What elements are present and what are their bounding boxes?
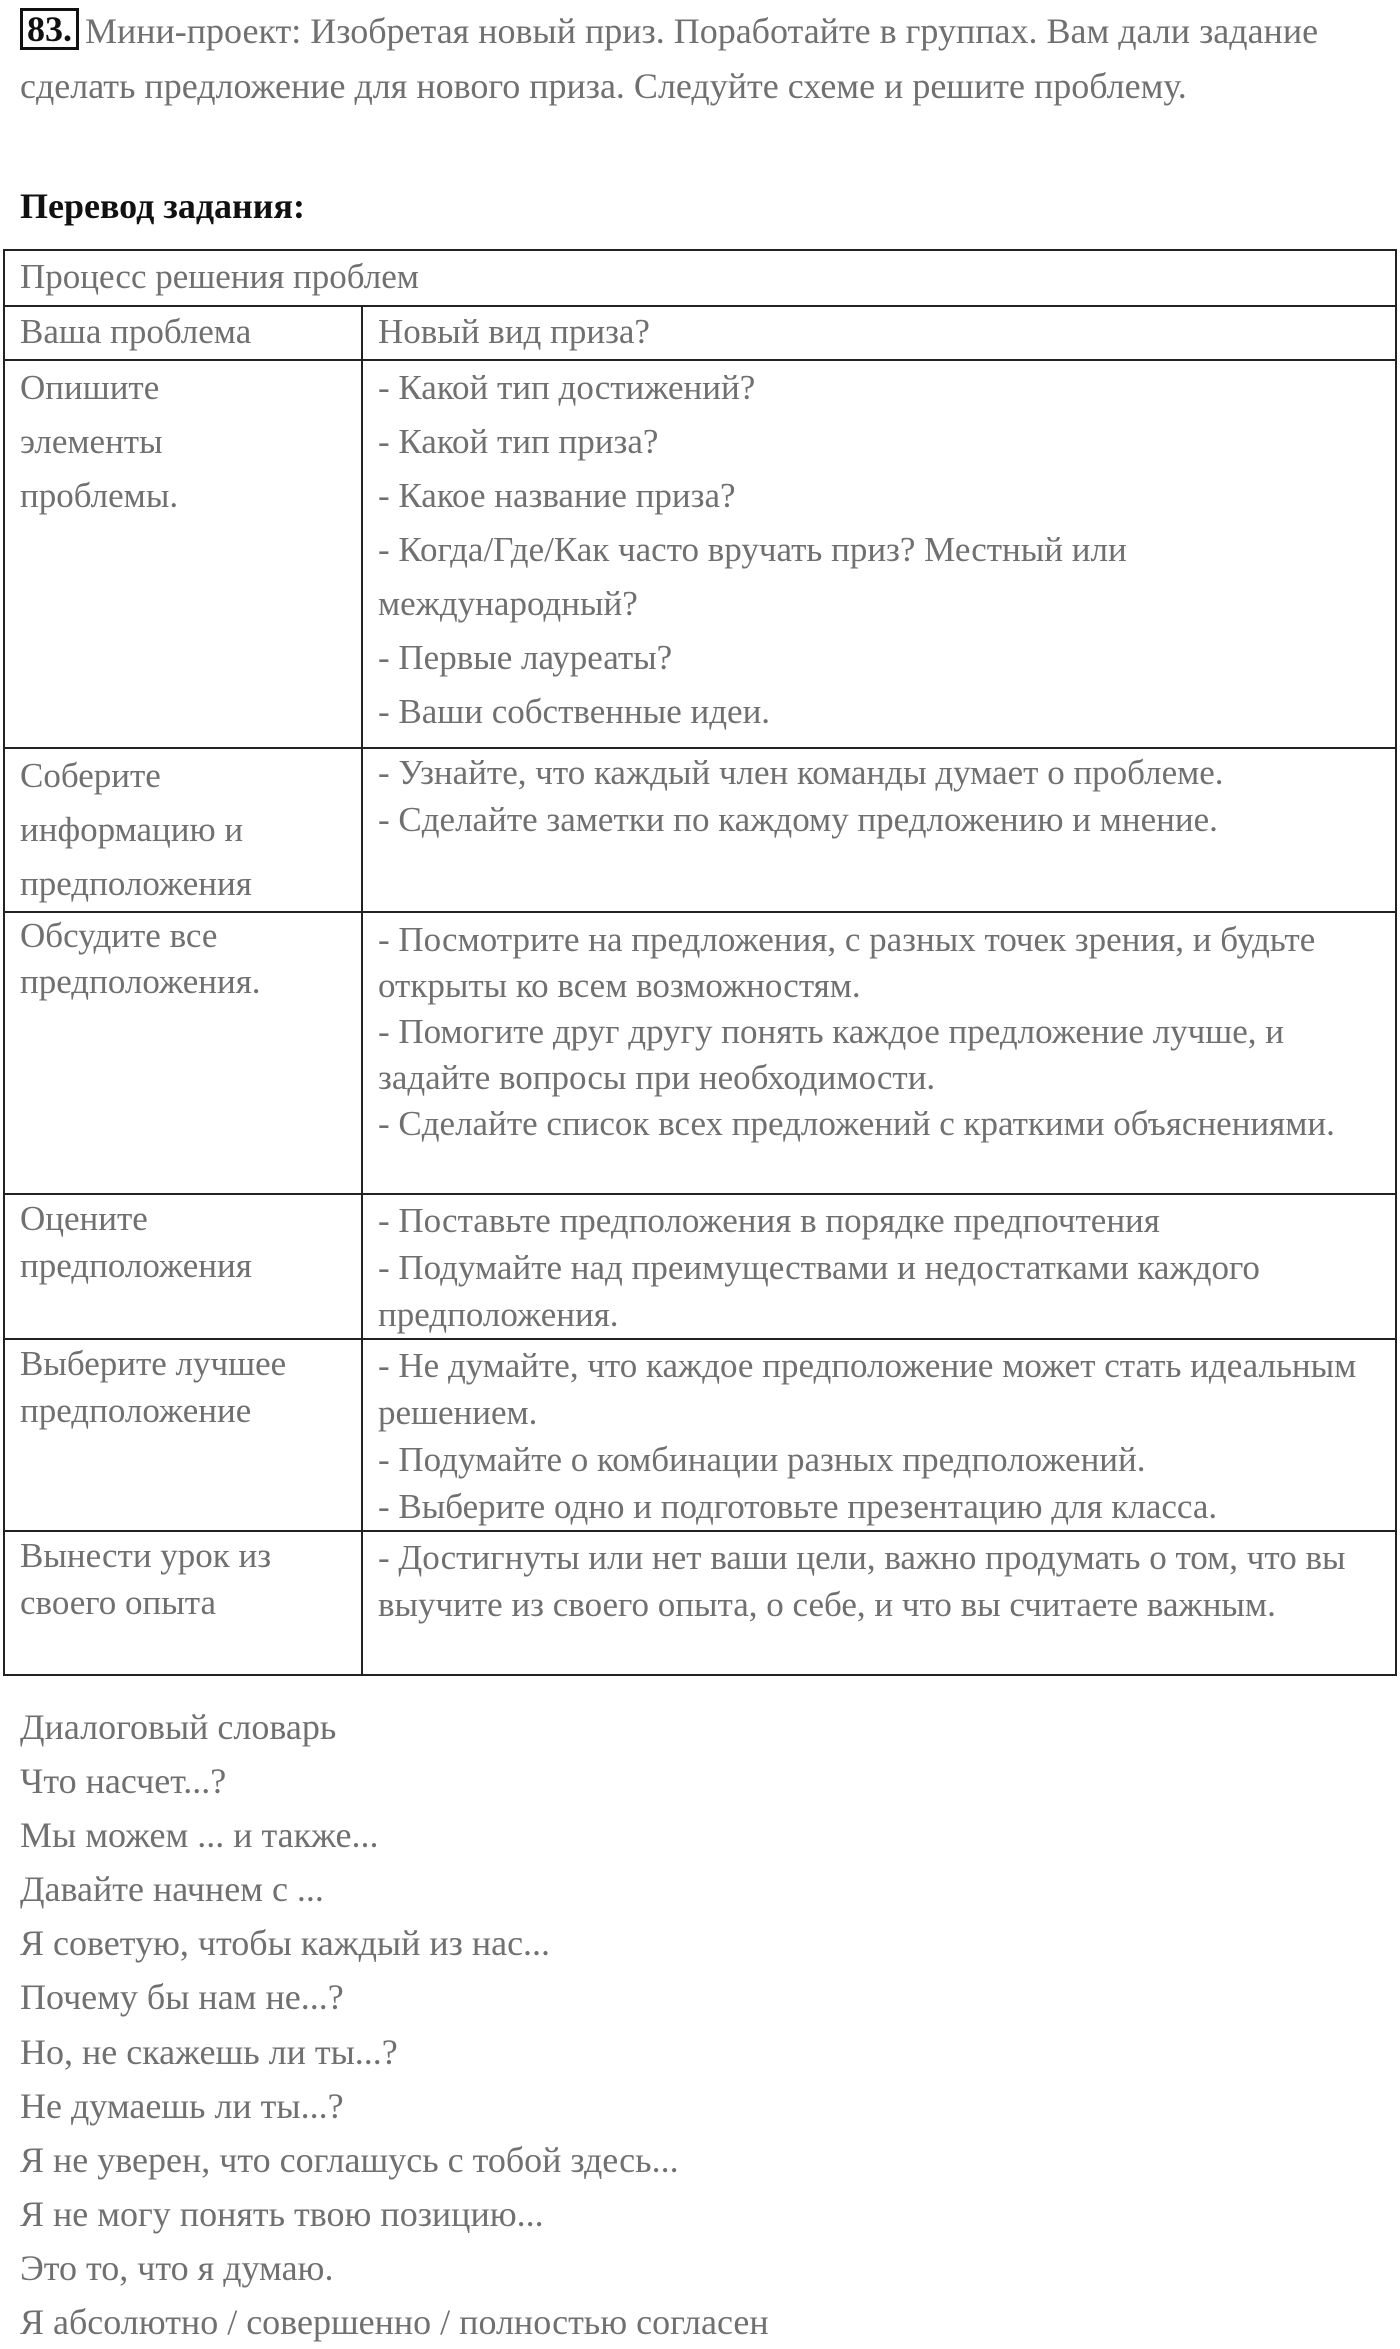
- step-cell: [4, 912, 362, 1194]
- step-line: проблемы.: [20, 476, 179, 515]
- action-item: - Какой тип достижений?: [378, 368, 756, 407]
- step-cell: [4, 748, 362, 912]
- action-item: - Посмотрите на предложения, с разных точек зрения, и будьте открыты ко всем возможностям.: [378, 920, 1316, 1005]
- table-row: [4, 748, 1396, 912]
- dialog-phrase: Я абсолютно / совершенно / полностью согласен: [20, 2302, 769, 2343]
- task-text: Мини-проект: Изобретая новый приз. Поработайте в группах. Вам дали задание сделать предложение для нового приза. Следуйте схеме и решите проблему.: [20, 11, 1319, 106]
- step-line: элементы: [20, 422, 163, 461]
- table-row: [4, 360, 1396, 748]
- action-item: - Помогите друг другу понять каждое предложение лучше, и задайте вопросы при необходимости.: [378, 1012, 1285, 1097]
- step-line: информацию и: [20, 810, 244, 849]
- step-cell: [4, 1531, 362, 1675]
- action-item: - Узнайте, что каждый член команды думает о проблеме.: [378, 753, 1224, 792]
- translation-heading: Перевод задания:: [20, 186, 305, 226]
- action-item: - Ваши собственные идеи.: [378, 692, 771, 731]
- dialog-phrase: Но, не скажешь ли ты...?: [20, 2031, 398, 2072]
- step-line: Опишите: [20, 368, 160, 407]
- action-item: - Не думайте, что каждое предположение может стать идеальным решением.: [378, 1346, 1357, 1432]
- dialog-phrase: Я не уверен, что соглашусь с тобой здесь...: [20, 2139, 679, 2180]
- action-cell: [362, 1194, 1396, 1339]
- dialog-phrase: Я не могу понять твою позицию...: [20, 2193, 544, 2234]
- table-header-row: [4, 306, 1396, 360]
- dialog-title: Диалоговый словарь: [20, 1707, 337, 1747]
- task-number: 83.: [20, 8, 79, 50]
- action-cell: [362, 912, 1396, 1194]
- step-line: предположение: [20, 1391, 252, 1430]
- step-line: предположения.: [20, 962, 261, 1001]
- action-item: - Сделайте заметки по каждому предложению и мнение.: [378, 800, 1218, 839]
- step-line: Вынести урок из: [20, 1536, 272, 1575]
- action-item: - Выберите одно и подготовьте презентацию для класса.: [378, 1487, 1218, 1526]
- dialog-vocabulary: [20, 1700, 769, 2349]
- table-title-row: [4, 250, 1396, 306]
- action-item: - Когда/Где/Как часто вручать приз? Местный или международный?: [378, 530, 1127, 623]
- dialog-phrase: Что насчет...?: [20, 1761, 227, 1802]
- action-cell: [362, 748, 1396, 912]
- step-line: предположения: [20, 864, 252, 903]
- table-row: [4, 912, 1396, 1194]
- action-item: - Поставьте предположения в порядке предпочтения: [378, 1201, 1160, 1240]
- step-line: Выберите лучшее: [20, 1344, 287, 1383]
- dialog-phrase: Мы можем ... и также...: [20, 1815, 379, 1856]
- dialog-phrase: Я советую, чтобы каждый из нас...: [20, 1923, 551, 1964]
- action-cell: [362, 360, 1396, 748]
- step-line: предположения: [20, 1246, 252, 1285]
- dialog-phrase: Почему бы нам не...?: [20, 1977, 344, 2018]
- action-item: - Подумайте о комбинации разных предположений.: [378, 1440, 1146, 1479]
- action-cell: [362, 1339, 1396, 1531]
- action-item: - Какое название приза?: [378, 476, 736, 515]
- step-cell: [4, 1194, 362, 1339]
- problem-solving-table: [3, 249, 1397, 1676]
- action-item: - Подумайте над преимуществами и недостатками каждого предположения.: [378, 1248, 1260, 1334]
- action-item: - Какой тип приза?: [378, 422, 659, 461]
- action-cell: [362, 1531, 1396, 1675]
- step-cell: [4, 1339, 362, 1531]
- dialog-phrase: Давайте начнем с ...: [20, 1869, 324, 1910]
- dialog-phrase: Не думаешь ли ты...?: [20, 2085, 344, 2126]
- step-line: Соберите: [20, 756, 161, 795]
- step-cell: [4, 360, 362, 748]
- step-line: Обсудите все: [20, 916, 218, 955]
- table-title: Процесс решения проблем: [4, 250, 1396, 306]
- task-intro: [20, 4, 1390, 114]
- table-row: [4, 1531, 1396, 1675]
- dialog-phrase: Это то, что я думаю.: [20, 2247, 334, 2288]
- action-item: - Первые лауреаты?: [378, 638, 673, 677]
- step-line: Оцените: [20, 1199, 148, 1238]
- header-left-cell: Ваша проблема: [4, 306, 362, 360]
- table-row: [4, 1339, 1396, 1531]
- step-line: своего опыта: [20, 1583, 217, 1622]
- action-item: - Достигнуты или нет ваши цели, важно продумать о том, что вы выучите из своего опыта, о себе, и что вы считаете важным.: [378, 1538, 1346, 1624]
- action-item: - Сделайте список всех предложений с краткими объяснениями.: [378, 1104, 1335, 1143]
- table-row: [4, 1194, 1396, 1339]
- header-right-cell: Новый вид приза?: [362, 306, 1396, 360]
